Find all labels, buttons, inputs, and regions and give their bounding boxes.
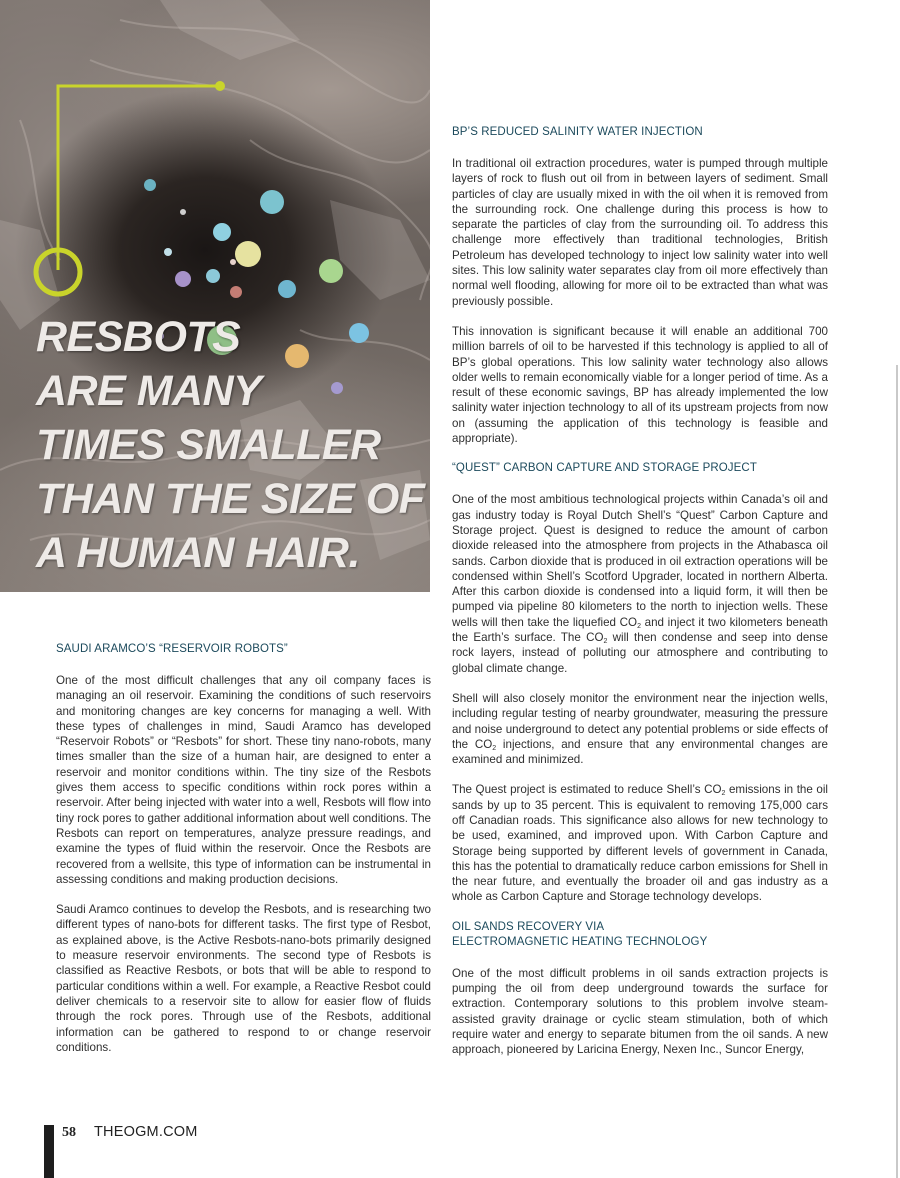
heading-line: OIL SANDS RECOVERY VIA — [452, 920, 605, 933]
subscript: 2 — [721, 790, 726, 798]
body-paragraph: One of the most difficult problems in oil sands extraction projects is pumping the oil from deep underground towards the surface for extraction. Contemporary solutions to this problem involve steam-assisted gravity drainage or cyclic steam stimulation, both of which require water and energy to separate bitumen from the oil sands. A new approach, pioneered by Laricina Energy, Nexen Inc., Suncor Energy, — [452, 966, 828, 1057]
site-name[interactable]: THEOGM.COM — [94, 1124, 198, 1140]
section-heading: BP’S REDUCED SALINITY WATER INJECTION — [452, 126, 703, 138]
margin-rule — [896, 365, 898, 1178]
hero-image — [0, 0, 430, 592]
page-number: 58 — [62, 1125, 76, 1140]
right-column — [452, 125, 828, 1073]
body-paragraph: This innovation is significant because it will enable an additional 700 million barrels of oil to be harvested if this technology is applied to all of BP’s global operations. This low salinity water technology also allows older wells to remain economically viable for a longer period of time. As a result of these economic savings, BP has already implemented the low salinity water injection technology to all of its upstream projects from now on (assuming the application of this technology is feasible and appropriate). — [452, 324, 828, 446]
section-heading: SAUDI ARAMCO’S “RESERVOIR ROBOTS” — [56, 643, 288, 655]
pull-quote-line: RESBOTS — [36, 313, 241, 361]
subscript: 2 — [603, 638, 608, 646]
body-paragraph: One of the most difficult challenges that any oil company faces is managing an oil reservoir. Examining the conditions of such reservoirs and monitoring changes are key concerns for managing a well. With these types of challenges in mind, Saudi Aramco has developed “Reservoir Robots” or “Resbots” for short. These tiny nano-robots, many times smaller than the size of a human hair, are designed to enter a reservoir and monitor conditions within. The tiny size of the Resbots gives them access to specific conditions within rock pores within a reservoir. After being injected with water into a well, Resbots will flow into tiny rock pores to gather additional information about well conditions. The Resbots can report on temperatures, analyze pressure readings, and examine the types of fluid within the reservoir. Once the Resbots are recovered from a wellsite, this type of information can be instrumental in assessing conditions and making production decisions. — [56, 674, 431, 886]
text-run: will then condense and seep into dense rock layers, instead of polluting our atmosphere and contributing to global climate change. — [452, 631, 828, 675]
text-run: Shell will also closely monitor the environment near the injection wells, including regular testing of nearby groundwater, measuring the pressure and noise underground to detect any potential problems or side effects of the CO — [452, 691, 828, 751]
subscript: 2 — [637, 622, 641, 630]
body-paragraph: Saudi Aramco continues to develop the Resbots, and is researching two different types of nano-bots for different tasks. The first type of Resbot, as explained above, is the Active Resbots-nano-bots primarily designed to measure reservoir environments. The second type of Resbots is classified as Reactive Resbots, or bots that will be able to respond to particular conditions within a well. For example, a Reactive Resbot could deliver chemicals to a reservoir site to allow for easier flow of fluids through the rock pores. Through use of the Resbots, additional information can be gathered to respond to or change reservoir conditions. — [56, 903, 431, 1054]
section-heading: “QUEST” CARBON CAPTURE AND STORAGE PROJECT — [452, 462, 757, 475]
pull-quote-line: THAN THE SIZE OF — [36, 475, 425, 523]
heading-line: ELECTROMAGNETIC HEATING TECHNOLOGY — [452, 935, 708, 948]
subscript: 2 — [492, 744, 497, 752]
left-column — [56, 642, 431, 1070]
text-run: and inject it two kilometers beneath the Earth’s surface. The CO — [452, 615, 828, 645]
text-run: injections, and ensure that any environmental changes are examined and minimized. — [452, 737, 828, 767]
pull-quote-line: TIMES SMALLER — [36, 421, 381, 469]
pull-quote — [36, 310, 426, 580]
body-paragraph — [452, 492, 828, 676]
body-paragraph — [452, 691, 828, 767]
pull-quote-line: ARE MANY — [36, 367, 262, 415]
text-run: emissions in the oil sands by up to 35 percent. This is equivalent to removing 175,000 cars off Canadian roads. This significance also allows for new technology to be used, examined, and improved upon. With Carbon Capture and Storage being supported by different levels of government in Canada, this has the potential to dramatically reduce carbon emissions for Shell in the near future, and eventually the broader oil and gas industry as a whole as Carbon Capture and Storage technology develops. — [452, 783, 828, 904]
pull-quote-line: A HUMAN HAIR. — [36, 529, 360, 577]
body-paragraph: In traditional oil extraction procedures, water is pumped through multiple layers of rock to flush out oil from in between layers of sediment. Small particles of clay are usually mixed in with the oil when it is removed from the surrounding rock. One challenge during this process is how to separate the particles of clay from the surrounding oil. To address this challenge more effectively than traditional technologies, British Petroleum has developed technology to inject low salinity water into well sites. This low salinity water separates clay from oil more effectively than normal well flooding, allowing for more oil to be extracted than what was previously possible. — [452, 157, 828, 308]
text-run: The Quest project is estimated to reduce Shell’s CO — [452, 783, 722, 797]
body-paragraph — [452, 782, 828, 904]
footer-bar — [44, 1125, 54, 1178]
text-run: One of the most ambitious technological projects within Canada’s oil and gas industry today is Royal Dutch Shell’s “Quest” Carbon Capture and Storage project. Quest is designed to reduce the amount of carbon dioxide released into the atmosphere from projects in the Athabasca oil sands. Carbon dioxide that is produced in oil extraction operations will be condensed within Shell’s Scotford Upgrader, located in northern Alberta. After this carbon dioxide is condensed into a liquid form, it will then be pumped via pipeline 80 kilometers to the north to injection wells. These wells will then take the liquefied CO — [452, 493, 828, 629]
section-heading — [452, 920, 828, 950]
